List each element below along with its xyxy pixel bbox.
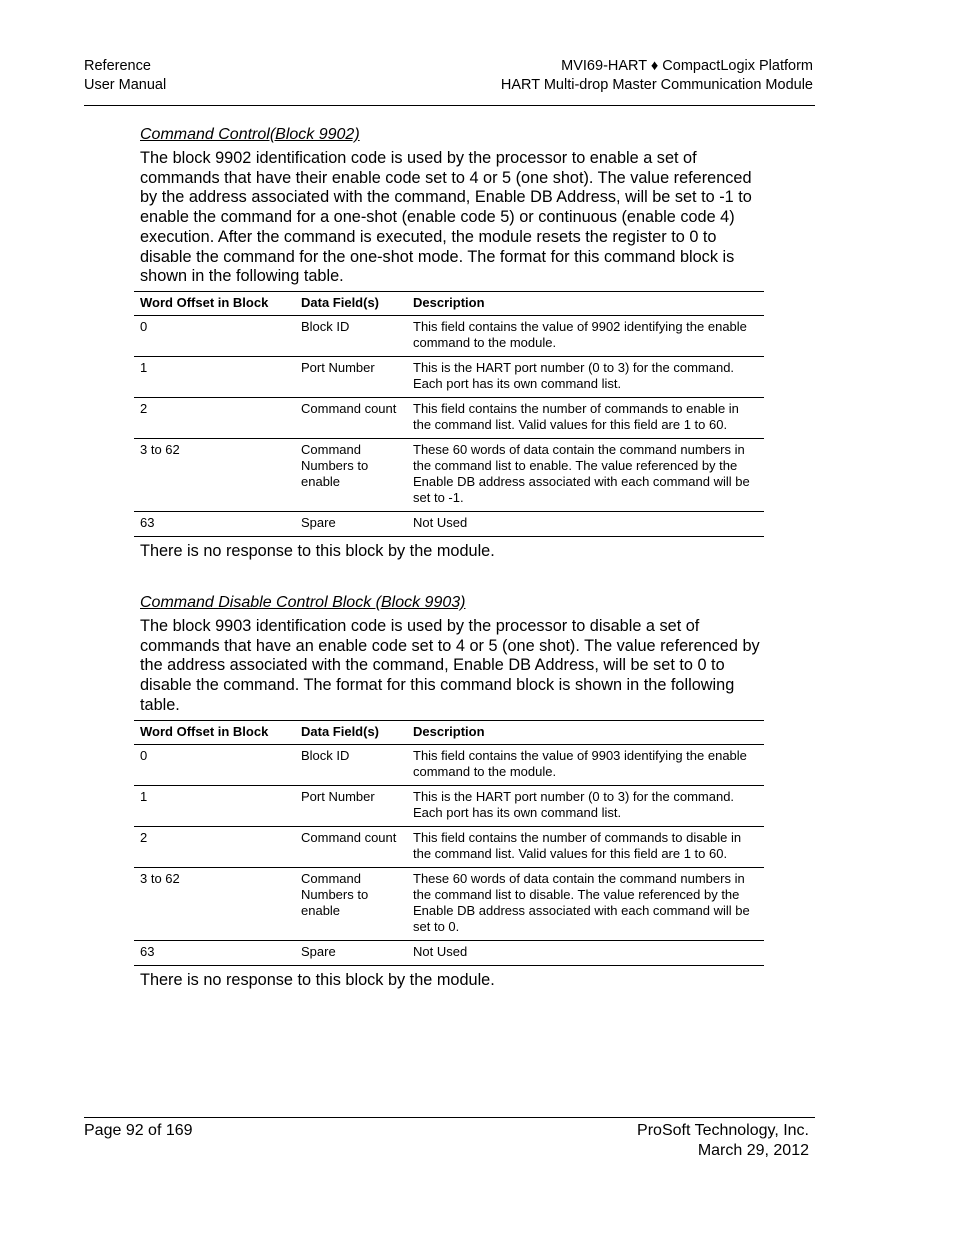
table-cell: Port Number (295, 785, 407, 826)
table-cell: Spare (295, 511, 407, 536)
company-name: ProSoft Technology, Inc. (637, 1122, 809, 1139)
table-cell: Not Used (407, 511, 764, 536)
table-cell: 63 (134, 940, 295, 965)
column-header: Description (407, 291, 764, 315)
table-cell: 1 (134, 356, 295, 397)
column-header: Data Field(s) (295, 291, 407, 315)
table-cell: This is the HART port number (0 to 3) for the command. Each port has its own command list. (407, 356, 764, 397)
table-cell: This is the HART port number (0 to 3) for the command. Each port has its own command list. (407, 785, 764, 826)
column-header: Description (407, 720, 764, 744)
section-block-9902 (140, 125, 764, 562)
table-row (134, 744, 764, 785)
table-cell: 0 (134, 315, 295, 356)
publication-date: March 29, 2012 (697, 1142, 809, 1159)
table-cell: 3 to 62 (134, 438, 295, 511)
table-row (134, 397, 764, 438)
table-cell: This field contains the number of commands to disable in the command list. Valid values for this field are 1 to 60. (407, 826, 764, 867)
table-cell: These 60 words of data contain the command numbers in the command list to disable. The value referenced by the Enable DB address associated with each command will be set to 0. (407, 867, 764, 940)
table-cell: This field contains the number of commands to enable in the command list. Valid values for this field are 1 to 60. (407, 397, 764, 438)
header-right (501, 57, 813, 95)
table-cell: Command count (295, 397, 407, 438)
page-footer (84, 1117, 815, 1159)
table-cell: This field contains the value of 9902 identifying the enable command to the module. (407, 315, 764, 356)
table-header-row (134, 720, 764, 744)
section-paragraph: The block 9902 identification code is used by the processor to enable a set of commands that have their enable code set to 4 or 5 (one shot). The value referenced by the address associated with the command, Enable DB Address, will be set to -1 to enable the command for a one-shot (enable code 5) or continuous (enable code 4) execution. After the command is executed, the module resets the register to 0 to disable the command for the one-shot mode. The format for this command block is shown in the following table. (140, 149, 752, 286)
table-row (134, 356, 764, 397)
table-row (134, 511, 764, 536)
table-cell: 1 (134, 785, 295, 826)
section-block-9903 (140, 593, 764, 990)
table-cell: This field contains the value of 9903 identifying the enable command to the module. (407, 744, 764, 785)
column-header: Word Offset in Block (134, 291, 295, 315)
page-number: Page 92 of 169 (84, 1122, 193, 1139)
table-cell: Command count (295, 826, 407, 867)
table-cell: Command Numbers to enable (295, 867, 407, 940)
column-header: Data Field(s) (295, 720, 407, 744)
table-cell: 2 (134, 826, 295, 867)
table-cell: 2 (134, 397, 295, 438)
table-row (134, 785, 764, 826)
header-product: MVI69-HART ♦ CompactLogix Platform (561, 58, 813, 74)
table-row (134, 438, 764, 511)
table-cell: Block ID (295, 744, 407, 785)
table-cell: These 60 words of data contain the command numbers in the command list to enable. The value referenced by the Enable DB address associated with each command will be set to -1. (407, 438, 764, 511)
table-cell: Command Numbers to enable (295, 438, 407, 511)
header-left (84, 57, 166, 95)
table-cell: 0 (134, 744, 295, 785)
page-header (84, 57, 815, 106)
block-9902-table (134, 291, 764, 537)
header-module: HART Multi-drop Master Communication Module (500, 77, 813, 93)
table-header-row (134, 291, 764, 315)
no-response-note: There is no response to this block by the module. (140, 970, 495, 989)
table-cell: Block ID (295, 315, 407, 356)
table-cell: Port Number (295, 356, 407, 397)
section-heading: Command Control(Block 9902) (140, 126, 360, 143)
section-paragraph: The block 9903 identification code is used by the processor to disable a set of commands that have an enable code set to 4 or 5 (one shot). The value referenced by the address associated with the command, Enable DB Address, will be set to 0 to disable the command. The format for this command block is shown in the following table. (140, 617, 760, 714)
table-row (134, 826, 764, 867)
table-cell: 63 (134, 511, 295, 536)
table-cell: Spare (295, 940, 407, 965)
table-row (134, 315, 764, 356)
footer-right (637, 1121, 809, 1161)
column-header: Word Offset in Block (134, 720, 295, 744)
table-row (134, 940, 764, 965)
block-9903-table (134, 720, 764, 966)
section-heading: Command Disable Control Block (Block 9903) (140, 594, 466, 611)
header-section: Reference (84, 58, 151, 74)
no-response-note: There is no response to this block by the module. (140, 541, 495, 560)
table-row (134, 867, 764, 940)
table-cell: 3 to 62 (134, 867, 295, 940)
table-cell: Not Used (407, 940, 764, 965)
header-doc-type: User Manual (84, 77, 167, 93)
